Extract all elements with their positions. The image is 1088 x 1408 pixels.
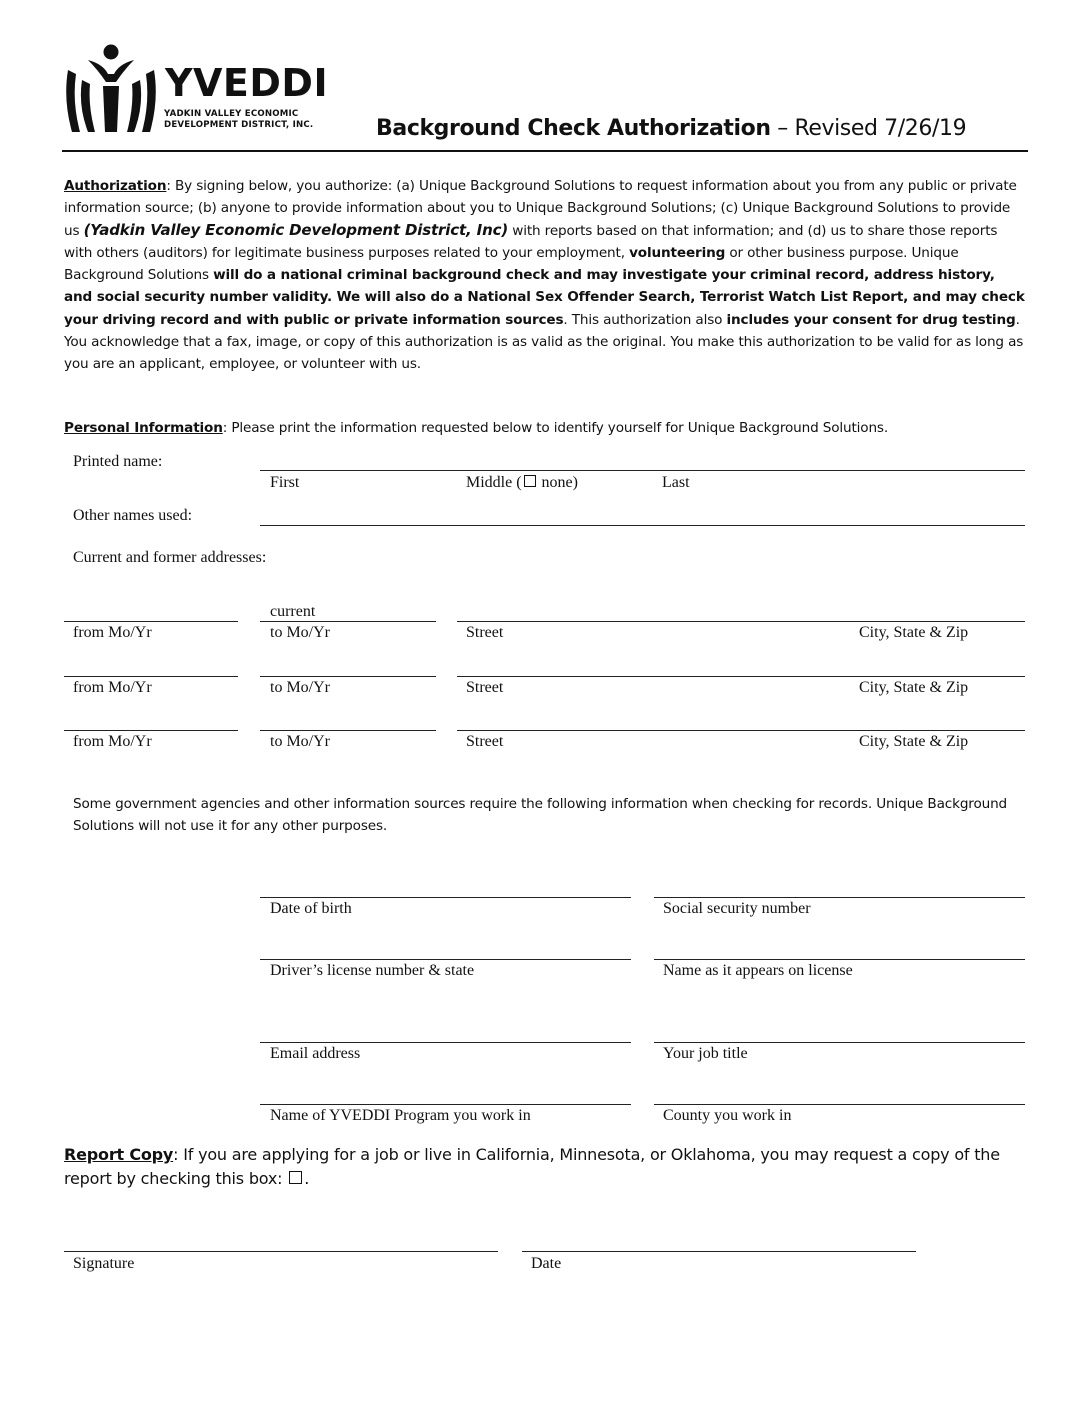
job-title-line[interactable] <box>654 1042 1025 1043</box>
last-name-label: Last <box>662 474 690 491</box>
address-1-to-label: to Mo/Yr <box>270 624 330 641</box>
org-name: YVEDDI <box>165 61 329 105</box>
org-subtitle-line2: DEVELOPMENT DISTRICT, INC. <box>164 120 314 130</box>
other-names-line[interactable] <box>260 525 1025 526</box>
ssn-line[interactable] <box>654 897 1025 898</box>
personal-info-heading: Personal Information <box>64 420 223 436</box>
middle-label-suffix: none) <box>537 474 578 491</box>
authorization-bold-2: will do a national criminal background check and may investigate your criminal record, address history, and social security number validity. We will also do a National Sex Offender Search, Terrorist Watch List Report, and may check your driving record and with public or private information sources <box>64 267 1025 328</box>
email-line[interactable] <box>260 1042 631 1043</box>
address-2-street-label: Street <box>466 679 504 696</box>
address-2-to-line[interactable] <box>260 676 436 677</box>
address-2-to-label: to Mo/Yr <box>270 679 330 696</box>
personal-info-paragraph <box>64 417 1026 439</box>
address-1-street-label: Street <box>466 624 504 641</box>
address-3-city-label: City, State & Zip <box>859 733 969 750</box>
agencies-paragraph: Some government agencies and other information sources require the following information when checking for records. Unique Background Solutions will not use it for any other purposes. <box>73 796 1008 835</box>
drivers-license-line[interactable] <box>260 959 631 960</box>
printed-name-line[interactable] <box>260 470 1025 471</box>
report-copy-heading: Report Copy <box>64 1145 174 1164</box>
printed-name-label: Printed name: <box>73 453 163 470</box>
addresses-label: Current and former addresses: <box>73 549 267 566</box>
authorization-text-1: : By signing below, you authorize: (a) Unique Background Solutions to request information about you from any public or private information source; (b) anyone to provide information about you to Unique Background Solutions; (c) Unique Background Solutions to provide us <box>64 178 1017 240</box>
job-title-label: Your job title <box>663 1045 748 1062</box>
org-subtitle <box>164 109 313 131</box>
address-1-city-label: City, State & Zip <box>859 624 969 641</box>
authorization-text-5: . You acknowledge that a fax, image, or copy of this authorization is as valid as the original. You make this authorization to be valid for as long as you are an applicant, employee, or volunteer with us. <box>64 311 1024 372</box>
address-3-to-line[interactable] <box>260 730 436 731</box>
dob-label: Date of birth <box>270 900 352 917</box>
org-subtitle-line1: YADKIN VALLEY ECONOMIC <box>164 109 299 119</box>
ssn-label: Social security number <box>663 900 811 917</box>
report-copy-end: . <box>304 1169 310 1188</box>
county-line[interactable] <box>654 1104 1025 1105</box>
address-2-street-line[interactable] <box>457 676 1025 677</box>
address-2-city-label: City, State & Zip <box>859 679 969 696</box>
signature-line[interactable] <box>64 1251 498 1252</box>
address-1-to-line[interactable] <box>260 621 436 622</box>
authorization-text-4: . This authorization also <box>563 311 727 328</box>
middle-name-label <box>466 474 578 492</box>
personal-info-text: : Please print the information requested below to identify yourself for Unique Background Solutions. <box>222 420 889 436</box>
report-copy-paragraph <box>64 1143 1034 1191</box>
authorization-heading: Authorization <box>64 178 167 194</box>
license-name-line[interactable] <box>654 959 1025 960</box>
authorization-company: (Yadkin Valley Economic Development District, Inc) <box>83 221 509 240</box>
authorization-text-3: or other business purpose. Unique Background Solutions <box>64 245 959 284</box>
dob-line[interactable] <box>260 897 631 898</box>
title-revision: – Revised 7/26/19 <box>770 116 967 141</box>
address-1-from-label: from Mo/Yr <box>73 624 152 641</box>
report-copy-text: : If you are applying for a job or live in California, Minnesota, or Oklahoma, you may request a copy of the report by checking this box: <box>64 1145 1000 1188</box>
title-main: Background Check Authorization <box>376 116 771 141</box>
program-label: Name of YVEDDI Program you work in <box>270 1107 531 1124</box>
authorization-paragraph <box>64 175 1026 375</box>
signature-date-label: Date <box>531 1255 562 1272</box>
license-name-label: Name as it appears on license <box>663 962 853 979</box>
current-address-note: current <box>270 603 316 620</box>
report-copy-checkbox[interactable] <box>289 1171 302 1184</box>
authorization-bold-3: includes your consent for drug testing <box>726 311 1016 328</box>
address-3-street-label: Street <box>466 733 504 750</box>
document-title <box>376 116 966 141</box>
signature-date-line[interactable] <box>522 1251 916 1252</box>
address-2-from-label: from Mo/Yr <box>73 679 152 696</box>
address-3-from-label: from Mo/Yr <box>73 733 152 750</box>
first-name-label: First <box>270 474 300 491</box>
address-3-from-line[interactable] <box>64 730 238 731</box>
address-3-street-line[interactable] <box>457 730 1025 731</box>
authorization-bold-1: volunteering <box>629 245 726 262</box>
drivers-license-label: Driver’s license number & state <box>270 962 475 979</box>
signature-label: Signature <box>73 1255 135 1272</box>
address-1-from-line[interactable] <box>64 621 238 622</box>
other-names-label: Other names used: <box>73 507 193 524</box>
county-label: County you work in <box>663 1107 792 1124</box>
email-label: Email address <box>270 1045 361 1062</box>
address-1-street-line[interactable] <box>457 621 1025 622</box>
address-2-from-line[interactable] <box>64 676 238 677</box>
program-line[interactable] <box>260 1104 631 1105</box>
title-rule <box>62 150 1028 152</box>
middle-label-prefix: Middle ( <box>466 474 522 491</box>
no-middle-name-checkbox[interactable] <box>524 475 536 487</box>
authorization-text-2: with reports based on that information; and (d) us to share those reports with others (auditors) for legitimate business purposes related to your employment, <box>64 223 998 262</box>
address-3-to-label: to Mo/Yr <box>270 733 330 750</box>
